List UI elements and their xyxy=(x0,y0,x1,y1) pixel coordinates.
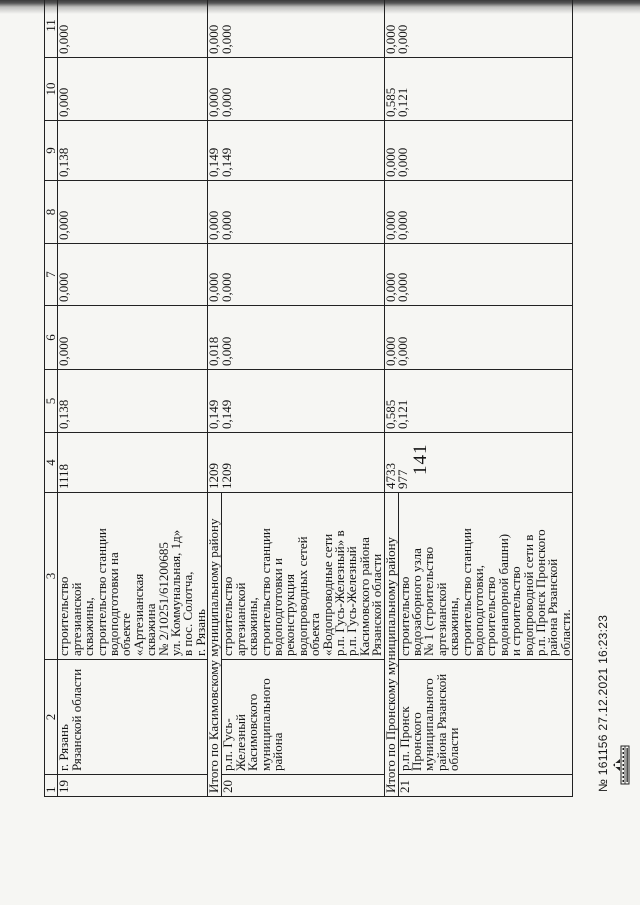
locality-cell: р.п. Пронск Пронского муниципального района Рязанской области xyxy=(398,660,573,775)
value-col11: 0,000 xyxy=(58,0,208,58)
program-table xyxy=(44,0,573,797)
row-number: 20 xyxy=(222,775,384,797)
row-number: 19 xyxy=(58,775,208,797)
table-row xyxy=(58,0,208,797)
header-cell-8: 8 xyxy=(45,181,58,244)
header-cell-7: 7 xyxy=(45,244,58,306)
value-col7: 0,000 0,000 xyxy=(208,244,384,306)
value-col10: 0,000 0,000 xyxy=(208,58,384,121)
value-col8: 0,000 0,000 xyxy=(208,181,384,244)
description-cell: строительство водозаборного узла № 1 (строительство артезианской скважины, строительство станции водоподготовки, строительство водонапорной башни) и строительство водопроводной сети в р.п. Пронск Пронского района Рязанской области. xyxy=(398,493,573,660)
value-col7: 0,000 xyxy=(58,244,208,306)
header-cell-6: 6 xyxy=(45,306,58,370)
page-number: 141 xyxy=(410,443,431,475)
value-col10: 0,585 0,121 xyxy=(384,58,573,121)
header-cell-11: 11 xyxy=(45,0,58,58)
value-col5: 0,138 xyxy=(58,370,208,433)
row-number: 21 xyxy=(398,775,573,797)
value-col11: 0,000 0,000 xyxy=(208,0,384,58)
header-cell-10: 10 xyxy=(45,58,58,121)
value-col9: 0,138 xyxy=(58,121,208,181)
value-col10: 0,000 xyxy=(58,58,208,121)
coat-of-arms-icon xyxy=(612,745,630,785)
value-col4: 1209 1209 xyxy=(208,433,384,493)
value-col5: 0,149 0,149 xyxy=(208,370,384,433)
document-number: № 161156 27.12.2021 16:23:23 xyxy=(596,614,610,792)
header-row xyxy=(45,0,58,797)
value-col9: 0,149 0,149 xyxy=(208,121,384,181)
locality-cell: р.п. Гусь-Железный Касимовского муниципального района xyxy=(222,660,384,775)
header-cell-9: 9 xyxy=(45,121,58,181)
value-col4: 4733 977 xyxy=(384,433,573,493)
header-cell-1: 1 xyxy=(45,775,58,797)
value-col8: 0,000 xyxy=(58,181,208,244)
locality-cell: г. Рязань Рязанской области xyxy=(58,660,208,775)
value-col6: 0,000 xyxy=(58,306,208,370)
header-cell-3: 3 xyxy=(45,493,58,660)
subtotal-label: Итого по Касимовскому муниципальному району xyxy=(208,493,222,797)
value-col9: 0,000 0,000 xyxy=(384,121,573,181)
subtotal-row xyxy=(208,0,222,797)
description-cell: строительство артезианской скважины, строительство станции водоподготовки на объекте «Артезианская скважина № 2/10251/61200685 ул. Коммунальная, 1д» в пос. Солотча, г. Рязань xyxy=(58,493,208,660)
value-col6: 0,000 0,000 xyxy=(384,306,573,370)
subtotal-label: Итого по Пронскому муниципальному району xyxy=(384,493,398,797)
header-cell-2: 2 xyxy=(45,660,58,775)
value-col4: 1118 xyxy=(58,433,208,493)
value-col5: 0,585 0,121 xyxy=(384,370,573,433)
description-cell: строительство артезианской скважины, строительство станции водоподготовки и реконструкция водопроводных сетей объекта «Водопроводные сети р.п. Гусь-Железный» в р.п. Гусь-Железный Касимовского района Рязанской области xyxy=(222,493,384,660)
value-col11: 0,000 0,000 xyxy=(384,0,573,58)
value-col8: 0,000 0,000 xyxy=(384,181,573,244)
subtotal-row xyxy=(384,0,398,797)
header-cell-4: 4 xyxy=(45,433,58,493)
value-col7: 0,000 0,000 xyxy=(384,244,573,306)
header-cell-5: 5 xyxy=(45,370,58,433)
value-col6: 0,018 0,000 xyxy=(208,306,384,370)
